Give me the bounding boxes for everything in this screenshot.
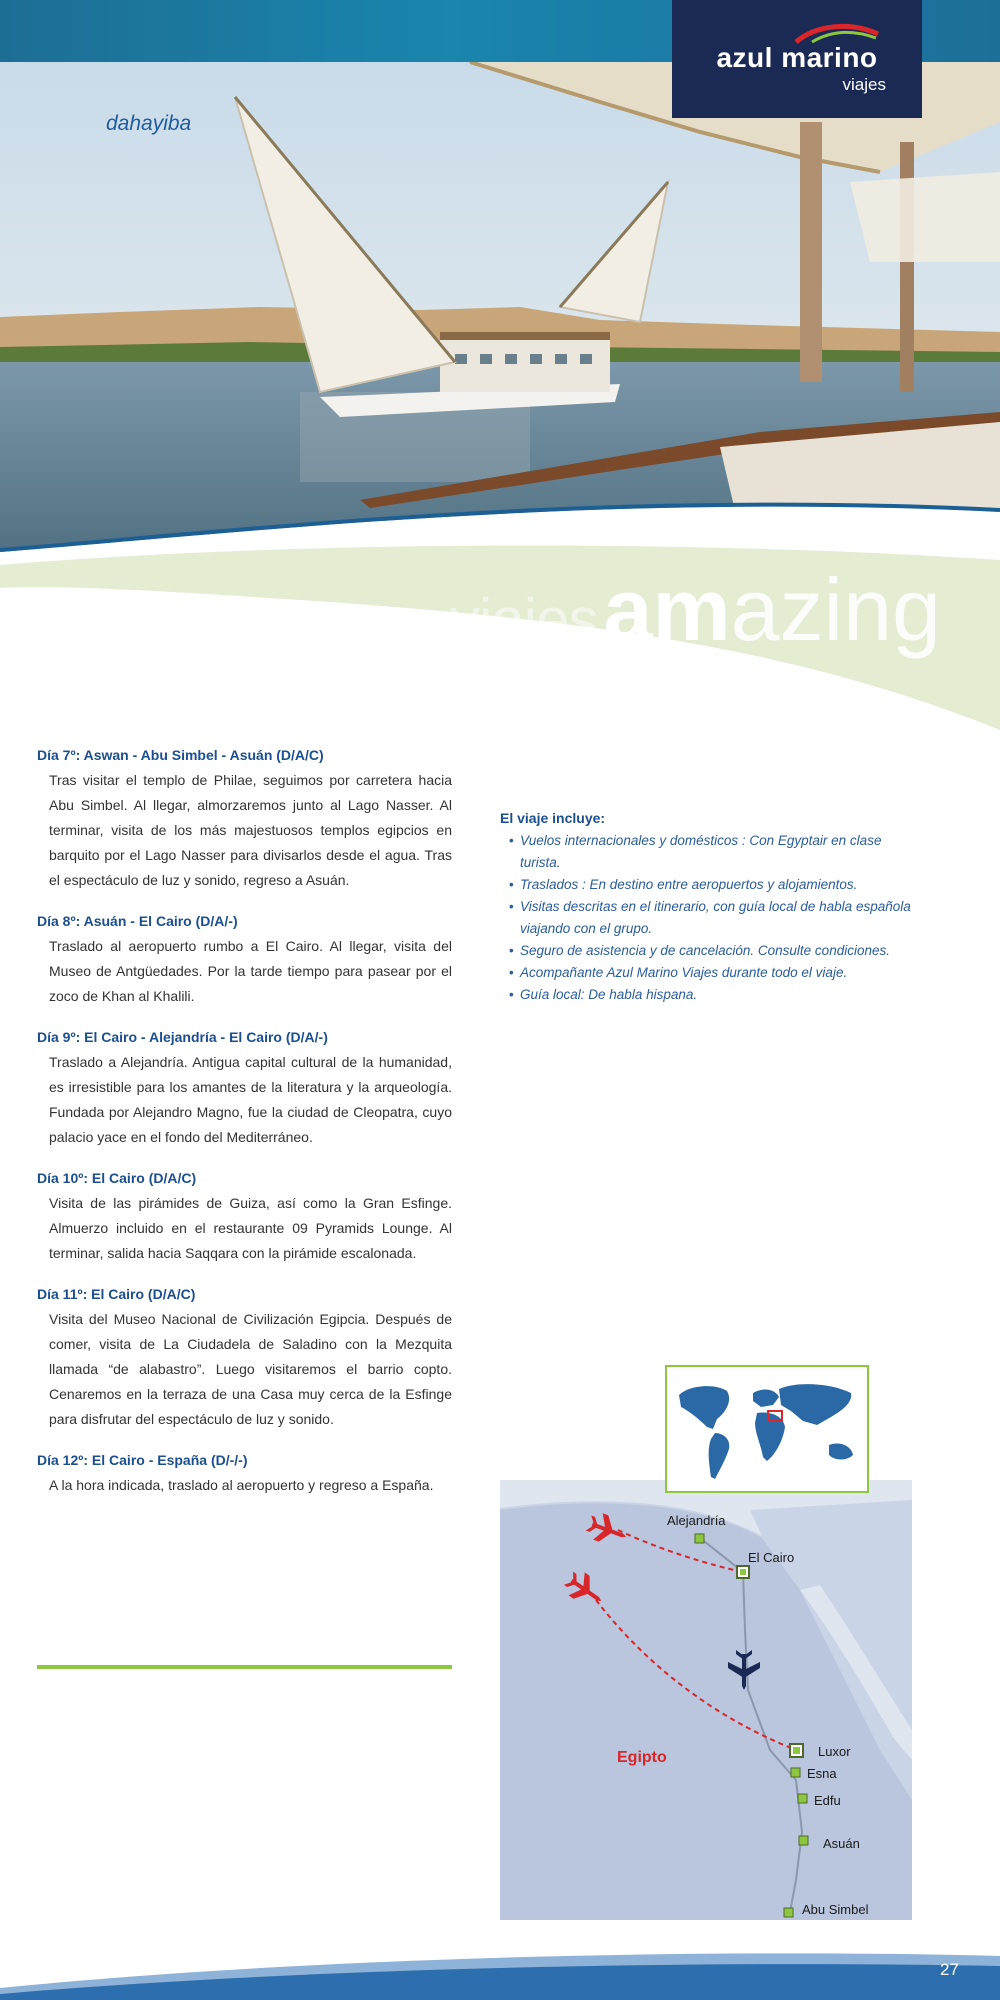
- city-label: Luxor: [818, 1744, 851, 1759]
- day-text: Traslado a Alejandría. Antigua capital cultural de la humanidad, es irresistible para los amantes de la literatura y la arqueología. Fundada por Alejandro Magno, fue la ciudad de Cleopatra, cuyo palacio yace en el fondo del Mediterráneo.: [49, 1054, 452, 1145]
- includes-title: El viaje incluye:: [500, 810, 606, 826]
- country-label: Egipto: [617, 1749, 667, 1766]
- itinerary-day: [37, 1027, 452, 1150]
- itinerary-day: [37, 745, 452, 893]
- slogan-viajes: viajes: [450, 586, 598, 653]
- city-marker-abu-simbel: [784, 1908, 793, 1917]
- world-map-icon: [667, 1367, 867, 1491]
- includes-item: • Seguro de asistencia y de cancelación. Consulte condiciones.: [500, 940, 920, 962]
- day-text: Tras visitar el templo de Philae, seguimos por carretera hacia Abu Simbel. Al llegar, almorzaremos junto al Lago Nasser. Al terminar, visita de los más majestuosos templos egipcios en barquito por el Lago Nasser para divisarlos desde el agua. Tras el espectáculo de luz y sonido, regreso a Asuán.: [49, 772, 452, 888]
- itinerary-day: [37, 911, 452, 1009]
- city-marker-alejandria: [695, 1534, 704, 1543]
- day-text: A la hora indicada, traslado al aeropuerto y regreso a España.: [49, 1477, 434, 1493]
- city-label: Esna: [807, 1766, 837, 1781]
- includes-item: • Visitas descritas en el itinerario, con guía local de habla española viajando con el grupo.: [500, 896, 920, 940]
- city-label: Edfu: [814, 1793, 841, 1808]
- brand-sub: viajes: [842, 75, 886, 94]
- day-text: Visita de las pirámides de Guiza, así como la Gran Esfinge. Almuerzo incluido en el restaurante 09 Pyramids Lounge. Al terminar, salida hacia Saqqara con la pirámide escalonada.: [49, 1195, 452, 1261]
- footer-band: [0, 1948, 1000, 2000]
- day-title: Día 11º: El Cairo (D/A/C): [37, 1286, 196, 1302]
- city-label: Asuán: [823, 1836, 860, 1851]
- city-marker-esna: [791, 1768, 800, 1777]
- itinerary-day: [37, 1450, 452, 1498]
- city-label: Alejandría: [667, 1513, 726, 1528]
- day-title: Día 10º: El Cairo (D/A/C): [37, 1170, 197, 1186]
- itinerary: [37, 745, 452, 1516]
- egypt-route-map: [500, 1480, 912, 1950]
- page-number: 27: [940, 1960, 959, 1979]
- itinerary-day: [37, 1284, 452, 1432]
- slogan-azing: azing: [730, 560, 941, 659]
- hero-photo: [0, 62, 1000, 562]
- city-marker-asuan: [799, 1836, 808, 1845]
- slogan: [450, 560, 941, 660]
- day-title: Día 9º: El Cairo - Alejandría - El Cairo (D/A/-): [37, 1029, 328, 1045]
- day-text: Visita del Museo Nacional de Civilización Egipcia. Después de comer, visita de La Ciudadela de Saladino con la Mezquita llamada “de alabastro”. Luego visitaremos el barrio copto. Cenaremos en la terraza de una Casa muy cerca de la Esfinge para disfrutar del espectáculo de luz y sonido.: [49, 1311, 452, 1427]
- slogan-am: am: [603, 560, 731, 659]
- trip-includes: [500, 810, 920, 1006]
- boat-name: dahayiba: [106, 112, 192, 135]
- logo-arc-icon: [792, 22, 882, 44]
- brand-logo: [672, 0, 922, 118]
- day-title: Día 8º: Asuán - El Cairo (D/A/-): [37, 913, 238, 929]
- includes-list: [500, 830, 920, 1006]
- world-inset-map: [665, 1365, 869, 1493]
- itinerary-day: [37, 1168, 452, 1266]
- brand-name: azul marino: [716, 42, 878, 73]
- day-text: Traslado al aeropuerto rumbo a El Cairo. Al llegar, visita del Museo de Antgüedades. Por la tarde tiempo para pasear por el zoco de Khan al Khalili.: [49, 938, 452, 1004]
- includes-item: • Traslados : En destino entre aeropuertos y alojamientos.: [500, 874, 920, 896]
- includes-item: • Vuelos internacionales y domésticos : Con Egyptair en clase turista.: [500, 830, 920, 874]
- day-title: Día 12º: El Cairo - España (D/-/-): [37, 1452, 248, 1468]
- day-title: Día 7º: Aswan - Abu Simbel - Asuán (D/A/C): [37, 747, 324, 763]
- city-label: Abu Simbel: [802, 1902, 869, 1917]
- city-marker-edfu: [798, 1794, 807, 1803]
- includes-item: • Guía local: De habla hispana.: [500, 984, 920, 1006]
- section-divider: [37, 1665, 452, 1669]
- city-label: El Cairo: [748, 1550, 795, 1565]
- includes-item: • Acompañante Azul Marino Viajes durante todo el viaje.: [500, 962, 920, 984]
